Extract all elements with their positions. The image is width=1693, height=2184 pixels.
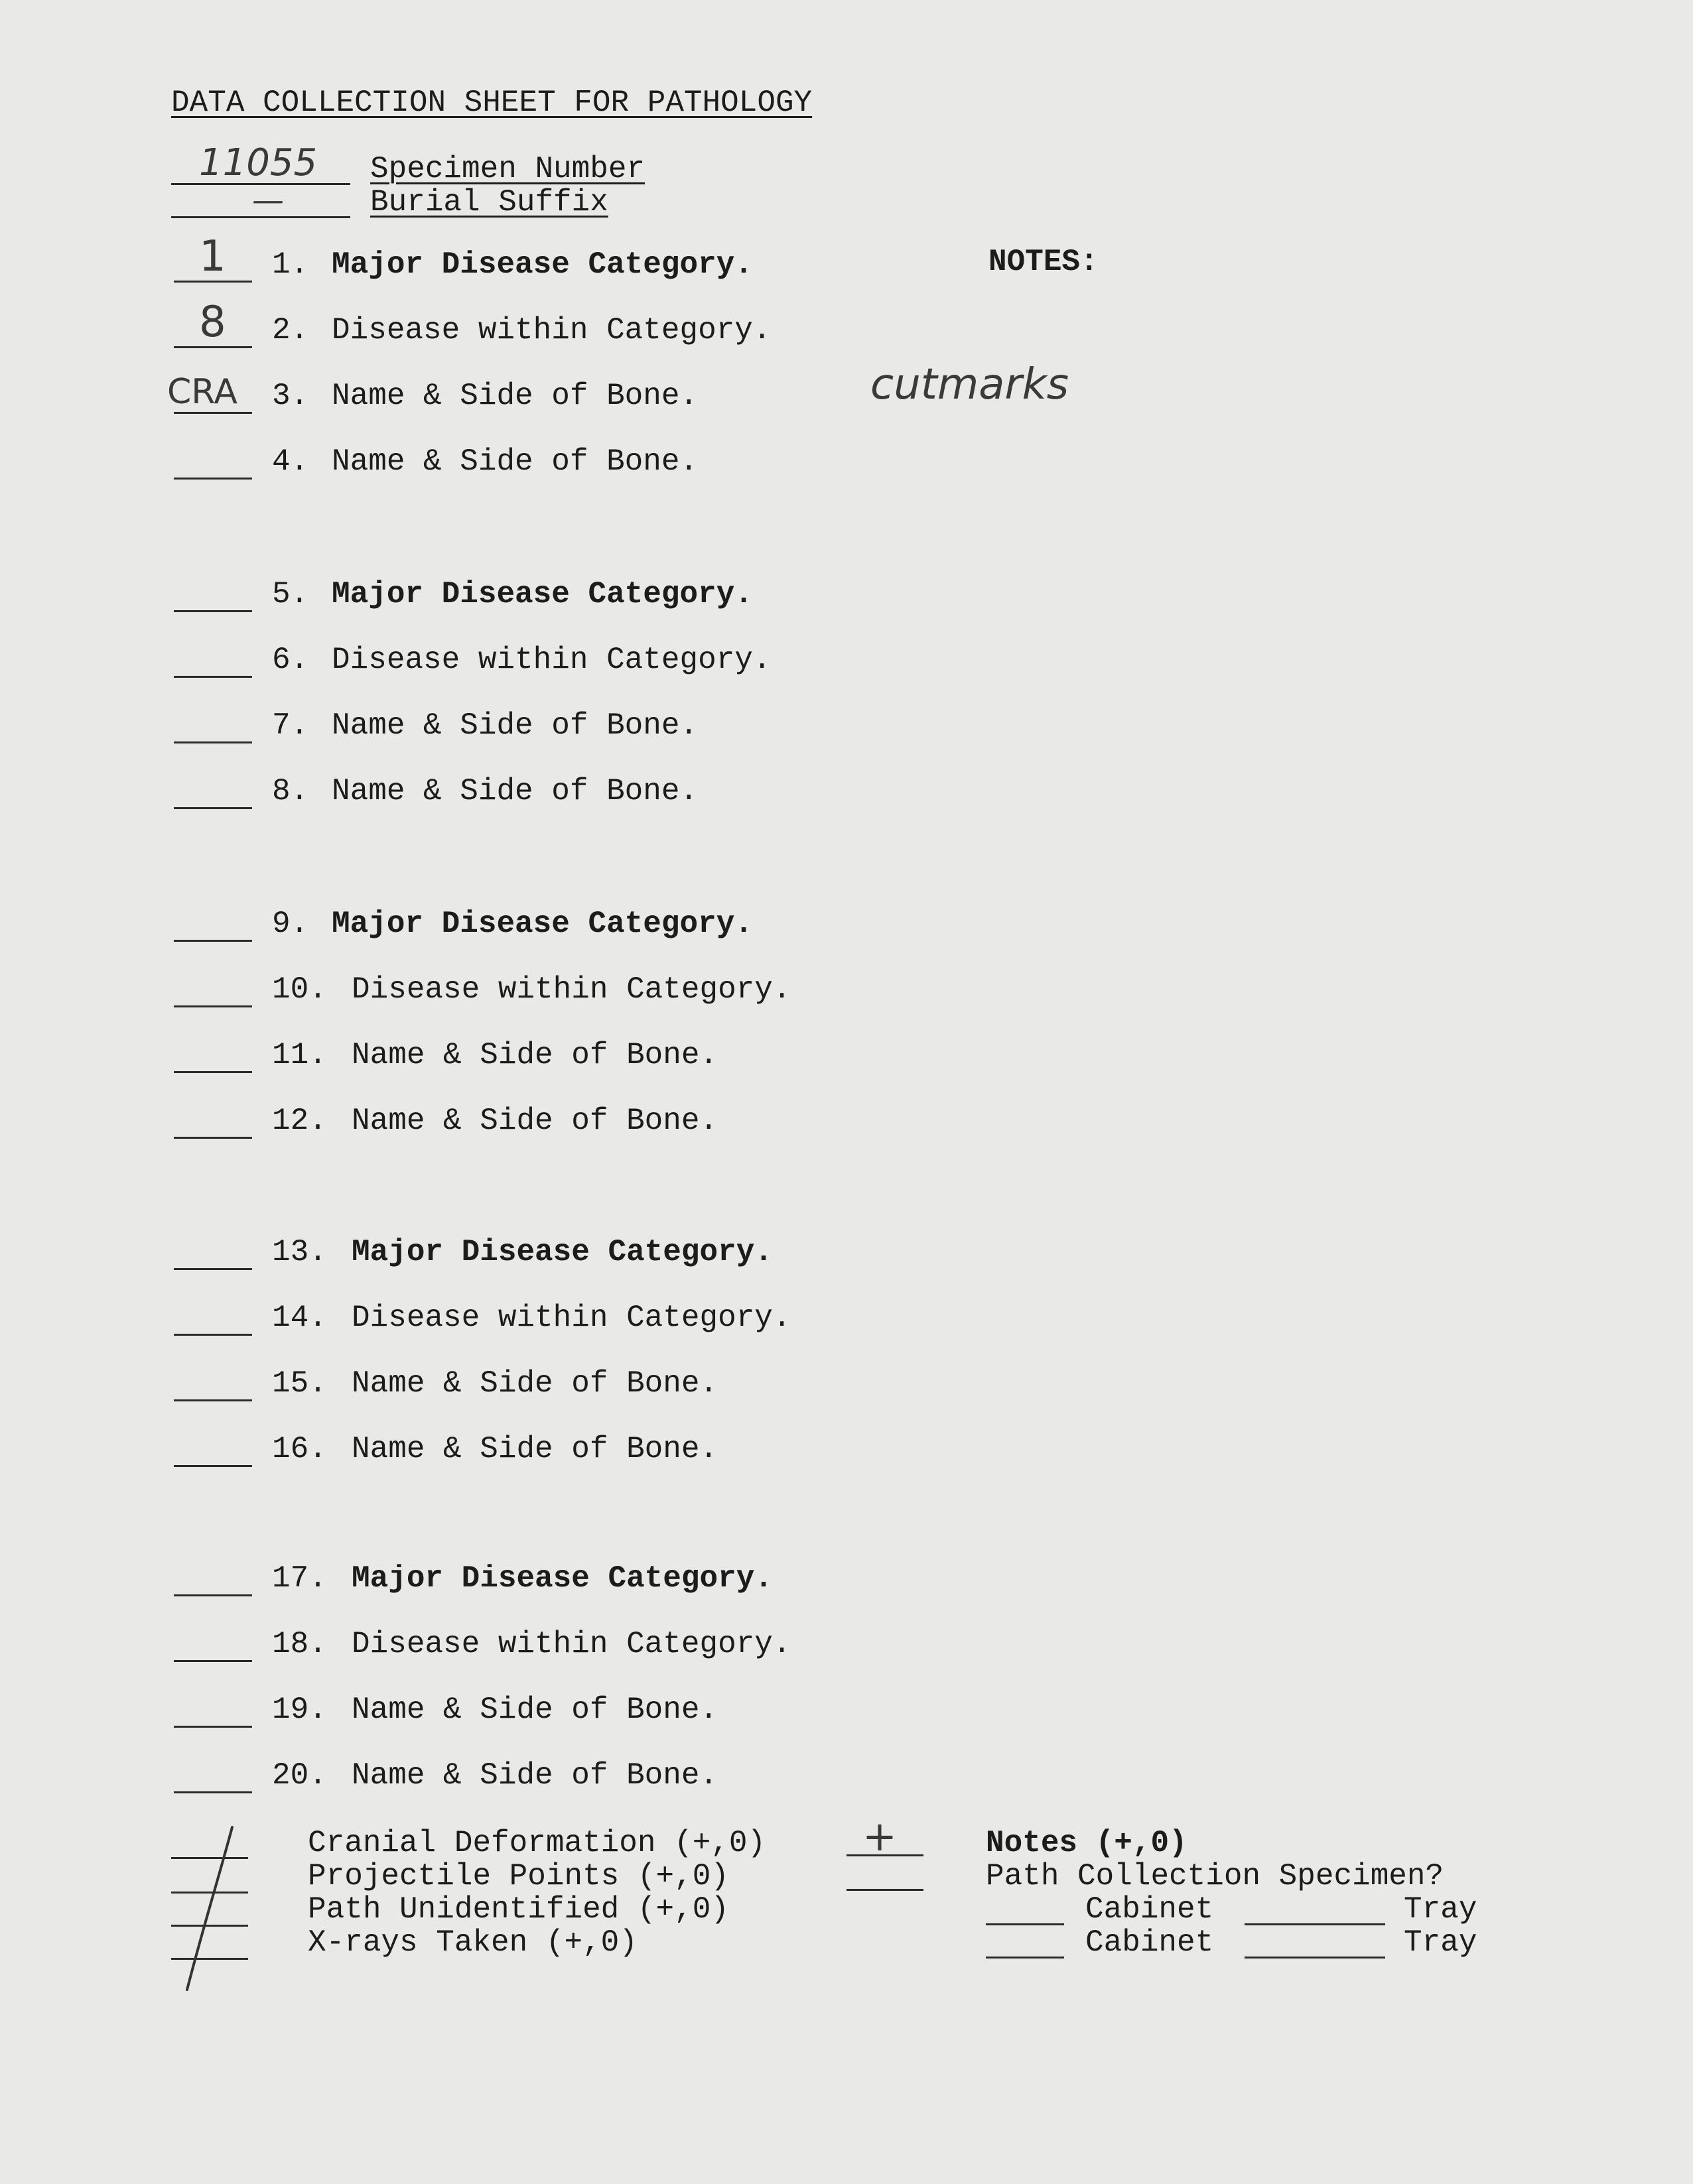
item-2-handwritten-value: 8 <box>199 298 226 347</box>
item-row-15 <box>0 1366 1693 1406</box>
item-1-handwritten-value: 1 <box>199 232 226 281</box>
item-8-label: Name & Side of Bone. <box>332 774 699 808</box>
item-9-label: Major Disease Category. <box>332 907 753 941</box>
projectile-points-label: Projectile Points (+,0) <box>308 1859 729 1894</box>
path-collection-label: Path Collection Specimen? <box>986 1859 1444 1894</box>
item-9-answer-line <box>174 940 252 942</box>
item-6-answer-line <box>174 676 252 678</box>
xrays-taken-label: X-rays Taken (+,0) <box>308 1925 638 1960</box>
item-4-answer-line <box>174 478 252 480</box>
item-row-5 <box>0 577 1693 617</box>
notes-flag-label: Notes (+,0) <box>986 1826 1187 1860</box>
burial-suffix-label: Burial Suffix <box>370 185 608 220</box>
item-row-19 <box>0 1693 1693 1732</box>
item-20-label: Name & Side of Bone. <box>352 1758 718 1793</box>
item-12-answer-line <box>174 1137 252 1139</box>
item-3-number: 3. <box>272 379 309 413</box>
item-9-number: 9. <box>272 907 309 941</box>
burial-suffix-value: — <box>252 182 284 219</box>
item-19-answer-line <box>174 1726 252 1728</box>
item-row-8 <box>0 774 1693 814</box>
item-row-6 <box>0 643 1693 682</box>
path-collection-line <box>846 1889 923 1891</box>
item-2-number: 2. <box>272 313 309 348</box>
item-12-number: 12. <box>272 1104 327 1138</box>
item-1-number: 1. <box>272 247 309 282</box>
item-row-7 <box>0 708 1693 748</box>
item-10-answer-line <box>174 1005 252 1007</box>
item-7-answer-line <box>174 741 252 743</box>
item-14-number: 14. <box>272 1301 327 1335</box>
item-20-answer-line <box>174 1791 252 1793</box>
item-14-label: Disease within Category. <box>352 1301 791 1335</box>
item-row-18 <box>0 1627 1693 1667</box>
item-16-answer-line <box>174 1465 252 1467</box>
notes-header: NOTES: <box>988 245 1099 279</box>
cranial-deformation-label: Cranial Deformation (+,0) <box>308 1826 766 1860</box>
item-row-13 <box>0 1235 1693 1275</box>
item-row-20 <box>0 1758 1693 1798</box>
item-row-1 <box>0 232 1693 287</box>
item-6-label: Disease within Category. <box>332 643 772 677</box>
item-11-number: 11. <box>272 1038 327 1072</box>
item-row-3 <box>0 372 1693 418</box>
item-17-number: 17. <box>272 1561 327 1596</box>
specimen-number-label: Specimen Number <box>370 152 645 186</box>
item-17-label: Major Disease Category. <box>352 1561 773 1596</box>
item-12-label: Name & Side of Bone. <box>352 1104 718 1138</box>
tray-1-label: Tray <box>1404 1892 1477 1927</box>
item-16-number: 16. <box>272 1432 327 1466</box>
item-6-number: 6. <box>272 643 309 677</box>
item-4-number: 4. <box>272 444 309 479</box>
projectile-points-line <box>171 1892 248 1894</box>
item-row-10 <box>0 972 1693 1012</box>
item-16-label: Name & Side of Bone. <box>352 1432 718 1466</box>
cranial-deformation-line <box>171 1857 248 1859</box>
item-20-number: 20. <box>272 1758 327 1793</box>
path-unidentified-label: Path Unidentified (+,0) <box>308 1892 729 1927</box>
item-14-answer-line <box>174 1334 252 1336</box>
item-18-label: Disease within Category. <box>352 1627 791 1661</box>
cabinet-1-line <box>986 1923 1064 1925</box>
item-row-14 <box>0 1301 1693 1340</box>
item-2-label: Disease within Category. <box>332 313 772 348</box>
item-4-label: Name & Side of Bone. <box>332 444 699 479</box>
item-13-number: 13. <box>272 1235 327 1269</box>
item-row-9 <box>0 907 1693 946</box>
item-13-answer-line <box>174 1268 252 1270</box>
cabinet-2-line <box>986 1957 1064 1959</box>
item-8-number: 8. <box>272 774 309 808</box>
item-11-label: Name & Side of Bone. <box>352 1038 718 1072</box>
specimen-number-value: 11055 <box>199 141 318 184</box>
item-5-answer-line <box>174 610 252 612</box>
item-row-4 <box>0 444 1693 484</box>
tray-1-line <box>1245 1923 1385 1925</box>
item-row-12 <box>0 1104 1693 1143</box>
path-unidentified-line <box>171 1925 248 1927</box>
item-18-number: 18. <box>272 1627 327 1661</box>
item-19-label: Name & Side of Bone. <box>352 1693 718 1727</box>
item-row-17 <box>0 1561 1693 1601</box>
item-row-11 <box>0 1038 1693 1078</box>
item-row-16 <box>0 1432 1693 1472</box>
item-3-handwritten-value: CRA <box>167 372 237 412</box>
item-15-answer-line <box>174 1399 252 1401</box>
tray-2-line <box>1245 1957 1385 1959</box>
item-3-answer-line <box>174 412 252 414</box>
xrays-taken-line <box>171 1958 248 1960</box>
item-15-number: 15. <box>272 1366 327 1401</box>
item-row-2 <box>0 298 1693 353</box>
notes-handwritten: cutmarks <box>870 360 1069 409</box>
sheet-title: DATA COLLECTION SHEET FOR PATHOLOGY <box>171 86 813 120</box>
cabinet-2-label: Cabinet <box>1085 1925 1214 1960</box>
notes-flag-value: + <box>862 1812 897 1860</box>
item-1-label: Major Disease Category. <box>332 247 753 282</box>
tray-2-label: Tray <box>1404 1925 1477 1960</box>
item-5-label: Major Disease Category. <box>332 577 753 611</box>
item-10-label: Disease within Category. <box>352 972 791 1007</box>
item-18-answer-line <box>174 1660 252 1662</box>
item-7-number: 7. <box>272 708 309 743</box>
cabinet-1-label: Cabinet <box>1085 1892 1214 1927</box>
item-8-answer-line <box>174 807 252 809</box>
item-15-label: Name & Side of Bone. <box>352 1366 718 1401</box>
item-17-answer-line <box>174 1594 252 1596</box>
item-19-number: 19. <box>272 1693 327 1727</box>
item-13-label: Major Disease Category. <box>352 1235 773 1269</box>
item-3-label: Name & Side of Bone. <box>332 379 699 413</box>
item-11-answer-line <box>174 1071 252 1073</box>
item-10-number: 10. <box>272 972 327 1007</box>
item-7-label: Name & Side of Bone. <box>332 708 699 743</box>
item-5-number: 5. <box>272 577 309 611</box>
